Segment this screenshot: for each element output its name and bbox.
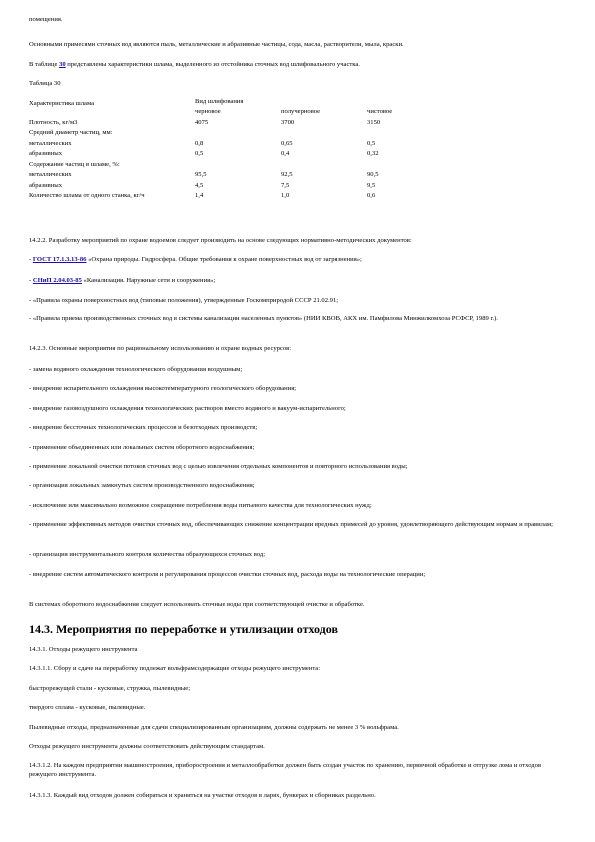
list-item: - применение эффективных методов очистки сточных вод, обеспечивающих снижение концентрации вредных примесей до уровня, удовлетворяющего действующим нормам и правилам; [29,521,553,528]
paragraph-impurities: Основными примесями сточных вод являются пыль, металлические и абразивные частицы, сода, масла, растворители, мыла, краски. [29,41,404,48]
paragraph-text: представлены характеристики шлама, выделенного из отстойника сточных вод шлифовального участка. [65,61,360,68]
table-cell [195,159,281,170]
table-cell [281,159,367,170]
table-cell: Содержание частиц в шламе, %: [29,160,120,168]
table-cell: 90,5 [367,171,379,179]
table-header-row [29,107,427,118]
table-row [29,180,427,191]
subsection-14-3-1: 14.3.1. Отходы режущего инструмента [29,646,138,653]
paragraph-text: В таблице [29,61,60,68]
table-cell: абразивных [29,181,63,189]
table-cell: 9,5 [367,181,376,189]
list-item: - применение объединенных или локальных систем оборотного водоснабжения; [29,444,255,451]
table-cell: 92,5 [281,171,293,179]
table-cell: Плотность, кг/м3 [29,118,78,126]
table-cell [195,128,281,139]
table-cell: Средний диаметр частиц, мм: [29,129,113,137]
doc-text: «Канализация. Наружные сети и сооружения»; [81,277,216,284]
paragraph-14-3-1-3: 14.3.1.3. Каждый вид отходов должен собираться и храниться на участке отходов в ларях, бункерах и сборниках раздельно. [29,792,376,799]
table-cell: 4075 [195,118,209,126]
doc-item: - «Правила охраны поверхностных вод (типовые положения), утвержденные Госкомприродой СССР 21.02.91; [29,297,339,304]
paragraph-14-3-1-2: 14.3.1.2. На каждом предприятии машиностроения, приборостроения и металлообработки должен быть создан участок по хранению, первичной обработке и отгрузке лома и отходов режущего инструмента. [29,762,542,778]
list-item: - организация локальных замкнутых систем производственного водоснабжения; [29,482,255,489]
table-row [29,170,427,181]
section-14-2-3: 14.2.3. Основные мероприятия по рациональному использованию и охране водных ресурсов: [29,345,292,352]
list-item: - внедрение испарительного охлаждения высокотемпературного геологического оборудования; [29,385,297,392]
table-cell: 7,5 [281,181,290,189]
table-cell: 0,6 [367,192,376,200]
table-cell: 3150 [367,118,381,126]
table-cell: 0,8 [195,139,204,147]
list-item: - исключение или максимально возможное сокращение потребления воды питьевого качества для технологических нужд; [29,502,372,509]
table-cell: 0,5 [367,139,376,147]
table-row [29,128,427,139]
table-row [29,117,427,128]
table-cell: 3700 [281,118,295,126]
table-cell: 1,0 [281,192,290,200]
table-header-cell: чистовое [367,108,393,116]
section-14-2-2: 14.2.2. Разработку мероприятий по охране водоемов следует производить на основе следующих нормативно-методических документов: [29,237,412,244]
list-item: - замена водяного охлаждения технологического оборудования воздушным; [29,366,243,373]
doc-text: «Охрана природы. Гидросфера. Общие требования к охране поверхностных вод от загрязнения»; [86,256,362,263]
doc-prefix: - [29,256,33,263]
table-cell: металлических [29,139,72,147]
paragraph-continuation: помещения. [29,16,63,23]
table-row [29,191,427,202]
table-header-group: Вид шлифования [195,97,244,105]
table-row [29,159,427,170]
list-item: - внедрение газовоздушного охлаждения технологических растворов вместо водяного и вакуум-испарительного; [29,405,346,412]
table-header-cell: Характеристика шлама [29,99,95,107]
table-cell: 0,32 [367,150,379,158]
doc-item [29,255,555,264]
table-cell [281,128,367,139]
list-item: твердого сплава - кусковые, пылевидные. [29,704,146,711]
table-header-cell [29,107,195,118]
table-header-row [29,96,427,107]
list-item: - применение локальной очистки потоков сточных вод с целью извлечения отдельных компонентов и повторного использования воды; [29,463,408,470]
table-cell: 95,5 [195,171,207,179]
table-cell: 0,65 [281,139,293,147]
paragraph-table-ref [29,60,555,69]
doc-item [29,276,555,285]
section-title: 14.3. Мероприятия по переработке и утилизации отходов [29,622,338,636]
recycling-note: В системах оборотного водоснабжения следует использовать сточные воды при соответствующей очистке и обработке. [29,601,365,608]
gost-link[interactable]: ГОСТ 17.1.3.13-86 [32,256,87,263]
table-cell [367,159,427,170]
table-cell: Количество шлама от одного станка, кг/ч [29,192,145,200]
table-header-cell: черновое [195,108,221,116]
paragraph-dust: Пылевидные отходы, предназначенные для сдачи специализированным организациям, должны содержать не менее 3 % вольфрама. [29,724,399,731]
list-item: - внедрение бессточных технологических процессов и безотходных производств; [29,424,258,431]
table-30-link[interactable]: 30 [59,61,66,68]
table-header-cell: получерновое [281,108,321,116]
table-cell: металлических [29,171,72,179]
table-caption: Таблица 30 [29,80,61,87]
table-cell: 4,5 [195,181,204,189]
sludge-table [29,96,427,201]
table-cell: 0,4 [281,150,290,158]
doc-prefix: - [29,277,33,284]
table-row [29,149,427,160]
table-row [29,138,427,149]
table-cell [367,128,427,139]
table-cell: 0,5 [195,150,204,158]
doc-item: - «Правила приема производственных сточных вод в системы канализации населенных пунктов» (НИИ КВОВ, АКХ им. Памфилова Минжилкомхоза РСФСР, 1989 г.). [29,315,498,322]
paragraph-14-3-1-1: 14.3.1.1. Сбору и сдаче на переработку подлежат вольфрамсодержащие отходы режущего инструмента: [29,665,321,672]
list-item: быстрорежущей стали - кусковые, стружка, пылевидные; [29,685,191,692]
snip-link[interactable]: СНиП 2.04.03-85 [32,277,82,284]
table-cell: абразивных [29,150,63,158]
list-item: - организация инструментального контроля количества образующихся сточных вод; [29,551,266,558]
table-cell: 1,4 [195,192,204,200]
list-item: - внедрение систем автоматического контроля и регулирования процессов очистки сточных вод, расхода воды на технологические операции; [29,571,426,578]
paragraph-standard: Отходы режущего инструмента должны соответствовать действующим стандартам. [29,743,265,750]
